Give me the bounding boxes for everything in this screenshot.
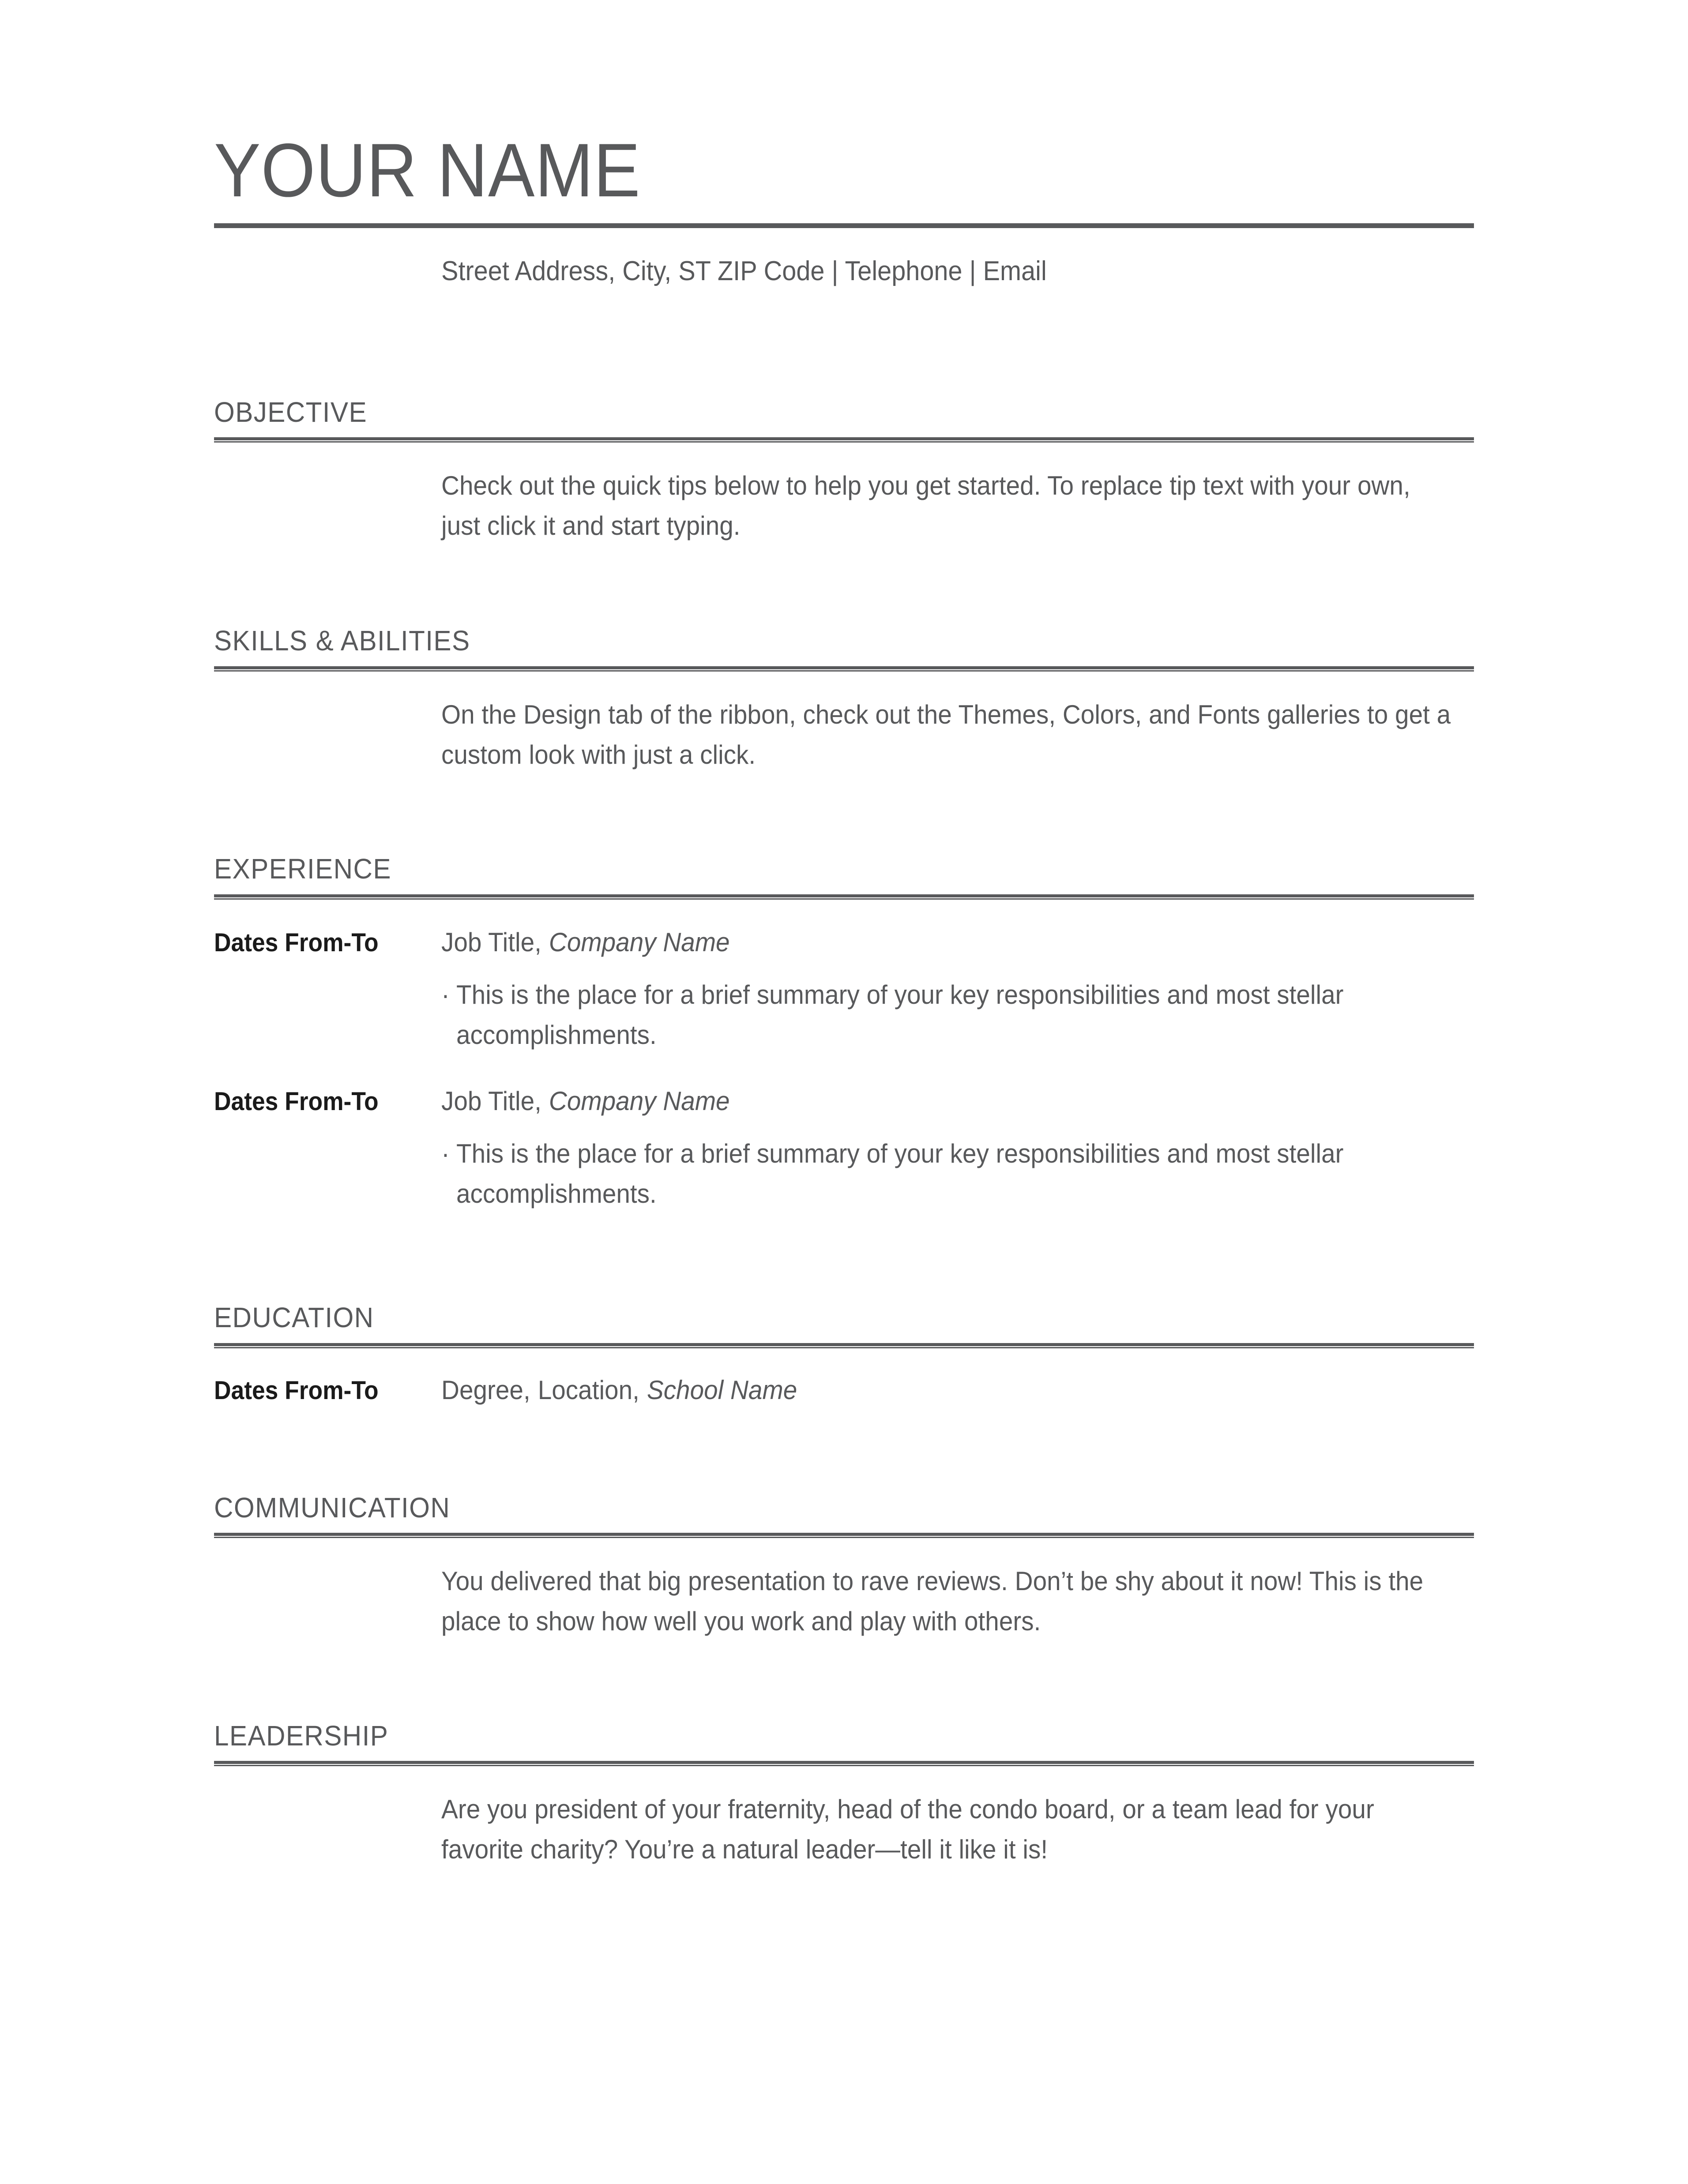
education-detail-line[interactable] (441, 1373, 1620, 1407)
experience-job-title: Job Title, (441, 1086, 541, 1116)
section-title-skills: SKILLS & ABILITIES (214, 625, 470, 657)
section-skills (0, 625, 1688, 775)
experience-bullet-list (441, 975, 1514, 1055)
section-experience (0, 853, 1688, 1214)
section-leadership (0, 1720, 1688, 1870)
section-body-experience (0, 925, 1688, 1214)
section-body-education (0, 1373, 1688, 1407)
education-school-name: School Name (647, 1375, 797, 1405)
communication-paragraph[interactable]: You delivered that big presentation to rave reviews. Don’t be shy about it now! This is the place to show how well you work and play with others. (441, 1566, 1424, 1636)
education-degree: Degree, (441, 1375, 530, 1405)
section-title-education: EDUCATION (214, 1302, 374, 1334)
section-body-skills (0, 694, 1688, 775)
section-education (0, 1302, 1688, 1407)
skills-paragraph[interactable]: On the Design tab of the ribbon, check out the Themes, Colors, and Fonts galleries to get a custom look with just a click. (441, 699, 1451, 770)
section-body-communication (0, 1561, 1688, 1641)
experience-dates[interactable]: Dates From-To (214, 928, 379, 957)
name-divider-rule (214, 223, 1474, 228)
section-divider-rule-objective (214, 437, 1474, 443)
section-title-communication: COMMUNICATION (214, 1491, 451, 1524)
experience-bullet-text: This is the place for a brief summary of your key responsibilities and most stellar accomplishments. (456, 1138, 1344, 1209)
section-divider-rule-experience (214, 894, 1474, 900)
education-entry-head (0, 1373, 1688, 1407)
experience-entry (0, 1084, 1688, 1214)
experience-company-name: Company Name (549, 1086, 730, 1116)
education-location: Location, (538, 1375, 639, 1405)
bullet-dot-icon: · (441, 1138, 450, 1168)
education-dates[interactable]: Dates From-To (214, 1376, 379, 1405)
section-objective (0, 397, 1688, 546)
education-entry (0, 1373, 1688, 1407)
experience-bullet-item[interactable] (441, 1133, 1455, 1214)
section-title-leadership: LEADERSHIP (214, 1719, 389, 1752)
section-title-objective: OBJECTIVE (214, 396, 367, 428)
section-divider-rule-education (214, 1343, 1474, 1348)
experience-bullet-list (441, 1133, 1514, 1214)
candidate-name[interactable]: YOUR NAME (214, 128, 641, 213)
resume-header (0, 0, 1688, 290)
experience-bullet-item[interactable] (441, 975, 1455, 1055)
experience-job-line[interactable] (441, 925, 1620, 960)
experience-dates[interactable]: Dates From-To (214, 1087, 379, 1116)
experience-company-name: Company Name (549, 927, 730, 957)
experience-entry-head (0, 925, 1688, 960)
section-divider-rule-skills (214, 666, 1474, 672)
bullet-dot-icon: · (441, 979, 450, 1009)
section-body-objective (0, 465, 1688, 546)
experience-job-line[interactable] (441, 1084, 1620, 1118)
section-body-leadership (0, 1789, 1688, 1869)
leadership-paragraph[interactable]: Are you president of your fraternity, head of the condo board, or a team lead for your favorite charity? You’re a natural leader—tell it like it is! (441, 1794, 1374, 1865)
section-communication (0, 1492, 1688, 1642)
experience-entry-head (0, 1084, 1688, 1118)
contact-line[interactable]: Street Address, City, ST ZIP Code | Telephone | Email (441, 256, 1047, 286)
objective-paragraph[interactable]: Check out the quick tips below to help you get started. To replace tip text with your own, just click it and start typing. (441, 471, 1410, 541)
section-divider-rule-communication (214, 1533, 1474, 1538)
experience-entry (0, 925, 1688, 1055)
section-divider-rule-leadership (214, 1761, 1474, 1766)
section-title-experience: EXPERIENCE (214, 853, 391, 885)
experience-job-title: Job Title, (441, 927, 541, 957)
experience-bullet-text: This is the place for a brief summary of your key responsibilities and most stellar accomplishments. (456, 979, 1344, 1050)
